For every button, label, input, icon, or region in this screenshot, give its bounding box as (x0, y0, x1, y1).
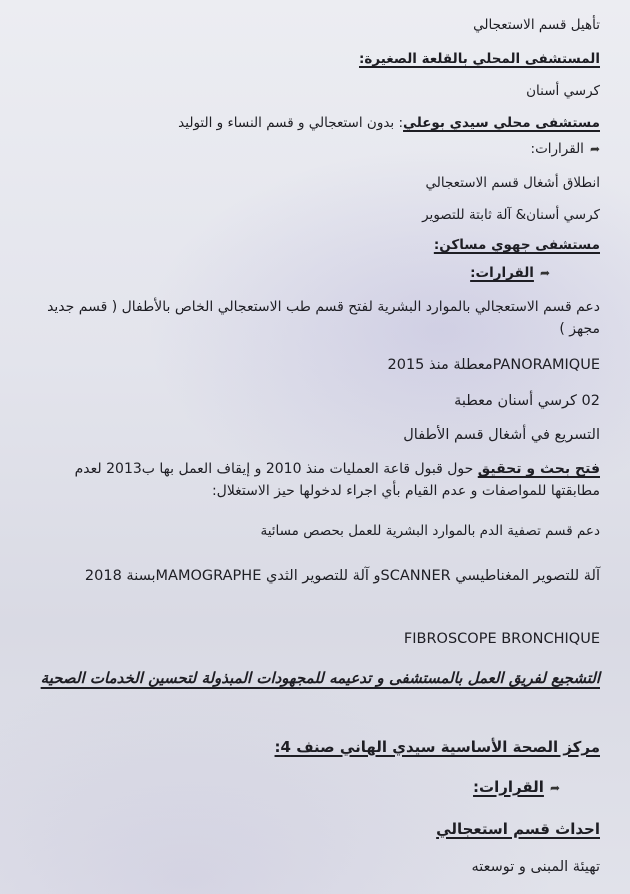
decisions-label (470, 262, 550, 284)
decisions-label (531, 138, 600, 160)
checkmark-arrow-icon: ➦ (549, 781, 560, 795)
text-line: تأهيل قسم الاستعجالي (473, 17, 600, 33)
section-heading: مستشفى جهوي مساكن: (433, 237, 600, 253)
section-heading: التشجيع لفريق العمل بالمستشفى و تدعيمه للمجهودات المبذولة لتحسين الخدمات الصحية (40, 669, 600, 687)
section-heading: المستشفى المحلي بالقلعة الصغيرة: (359, 51, 600, 67)
text-line: كرسي أسنان& آلة ثابتة للتصوير (422, 207, 600, 223)
decisions-label (473, 776, 560, 799)
text-line: تهيئة المبنى و توسعته (471, 859, 600, 875)
text-line-with-heading (178, 112, 600, 134)
text-line: FIBROSCOPE BRONCHIQUE (403, 631, 600, 647)
paragraph: دعم قسم الاستعجالي بالموارد البشرية لفتح قسم طب الاستعجالي الخاص بالأطفال ( قسم جديد مجهز ) (47, 299, 600, 337)
decisions-text: القرارات: (470, 265, 534, 281)
checkmark-arrow-icon: ➦ (589, 142, 600, 156)
text-fragment: حول قبول قاعة العمليات منذ 2010 و إيقاف العمل بها ب2013 لعدم مطابقتها للمواصفات و عدم القيام بأي اجراء لدخولها حيز الاستغلال: (74, 461, 600, 499)
text-line: انطلاق أشغال قسم الاستعجالي (425, 175, 600, 191)
text-line: التسريع في أشغال قسم الأطفال (403, 427, 600, 443)
section-heading: احداث قسم استعجالي (436, 820, 600, 838)
text-fragment: : بدون استعجالي و قسم النساء و التوليد (178, 115, 404, 131)
checkmark-arrow-icon: ➦ (539, 266, 550, 280)
section-heading: مركز الصحة الأساسية سيدي الهاني صنف 4: (274, 738, 600, 756)
paragraph: آلة للتصوير المغناطيسي SCANNERو آلة للتصوير الثدي MAMOGRAPHEبسنة 2018 (84, 568, 600, 584)
text-line: 02 كرسي أسنان معطبة (454, 393, 600, 409)
text-line: كرسي أسنان (526, 83, 600, 99)
section-heading: مستشفى محلي سيدي بوعلي (403, 115, 600, 131)
emphasis-heading: فتح بحث و تحقيق (477, 461, 600, 477)
paragraph (22, 458, 600, 502)
text-line: دعم قسم تصفية الدم بالموارد البشرية للعمل بحصص مسائية (260, 523, 600, 539)
decisions-text: القرارات: (473, 778, 544, 796)
decisions-text: القرارات: (530, 141, 584, 157)
text-line: PANORAMIQUEمعطلة منذ 2015 (387, 357, 600, 373)
